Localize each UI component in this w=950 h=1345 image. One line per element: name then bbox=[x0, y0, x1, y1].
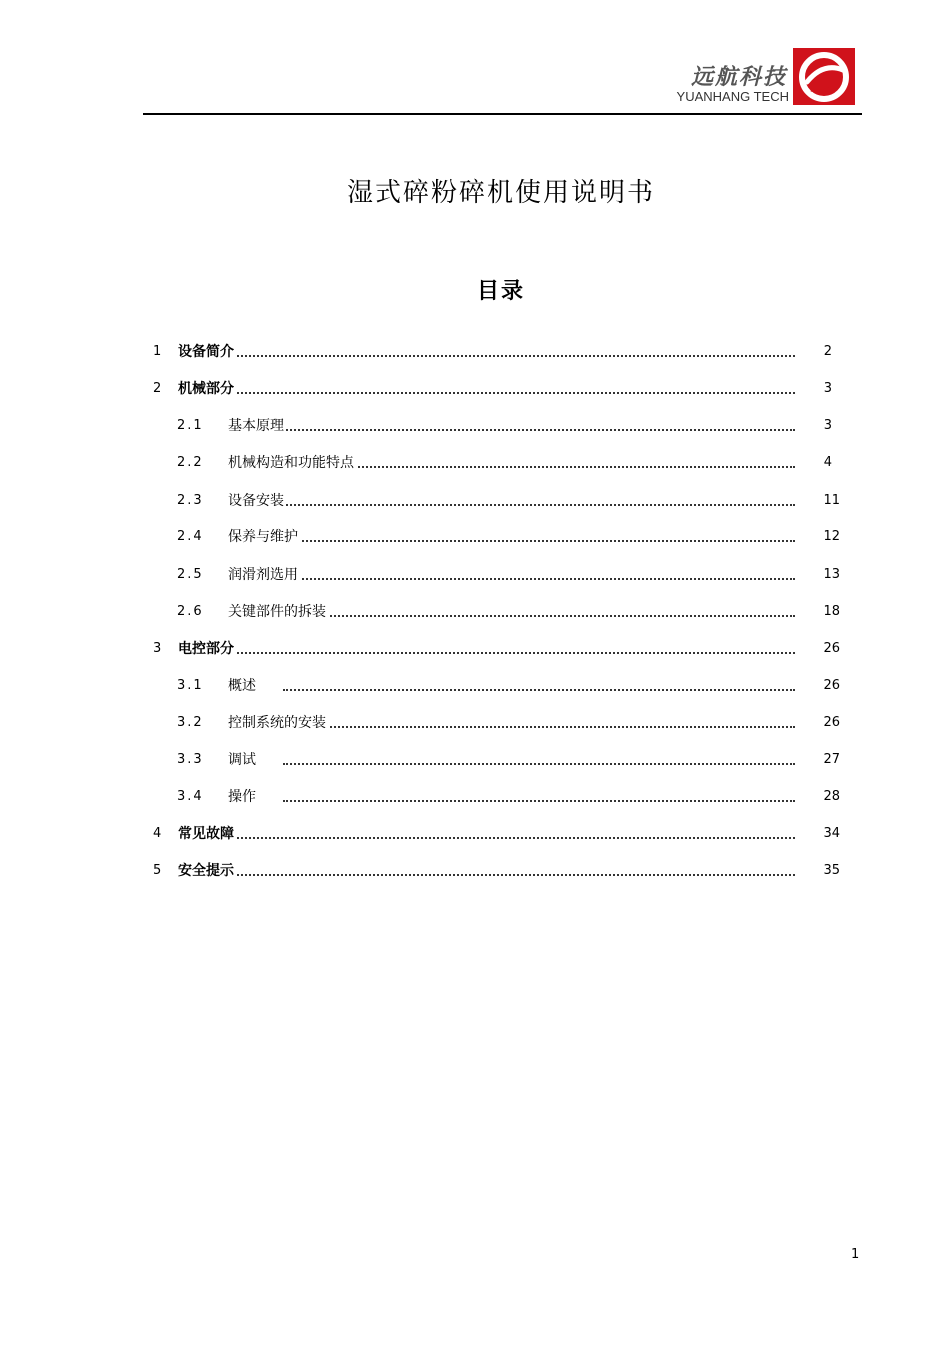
toc-entry-label: 电控部分 bbox=[178, 638, 236, 660]
toc-entry-number: 4 bbox=[153, 826, 162, 841]
toc-entry[interactable] bbox=[143, 675, 863, 697]
toc-leader-dots bbox=[283, 763, 795, 765]
toc-entry-page: 26 bbox=[823, 715, 840, 730]
toc-leader-dots bbox=[283, 726, 795, 728]
toc-entry-page: 11 bbox=[823, 493, 840, 508]
toc-entry-label: 润滑剂选用 bbox=[228, 564, 300, 586]
toc-entry-page: 12 bbox=[823, 529, 840, 544]
toc-leader-dots bbox=[283, 540, 795, 542]
toc-entry[interactable] bbox=[143, 601, 863, 623]
toc-entry-number: 2.1 bbox=[177, 418, 204, 433]
toc-entry-number: 1 bbox=[153, 344, 162, 359]
toc-entry-number: 3.3 bbox=[177, 752, 204, 767]
toc-entry-page: 18 bbox=[823, 604, 840, 619]
toc-entry[interactable] bbox=[143, 341, 863, 363]
toc-entry[interactable] bbox=[143, 860, 863, 882]
toc-leader-dots bbox=[283, 504, 795, 506]
brand-name-en: YUANHANG TECH bbox=[676, 89, 789, 104]
toc-entry-number: 3.1 bbox=[177, 678, 204, 693]
toc-entry-page: 28 bbox=[823, 789, 840, 804]
toc-leader-dots bbox=[233, 837, 795, 839]
toc-entry-label: 基本原理 bbox=[228, 415, 286, 437]
toc-entry-label: 保养与维护 bbox=[228, 526, 300, 548]
toc-entry-page: 35 bbox=[823, 863, 840, 878]
toc-entry[interactable] bbox=[143, 490, 863, 512]
toc-entry-number: 3.2 bbox=[177, 715, 204, 730]
toc-entry-page: 3 bbox=[823, 381, 832, 396]
toc-entry-page: 2 bbox=[823, 344, 832, 359]
header-brand bbox=[660, 58, 795, 108]
toc-entry-page: 13 bbox=[823, 567, 840, 582]
toc-entry-label: 常见故障 bbox=[178, 823, 236, 845]
toc-entry[interactable] bbox=[143, 823, 863, 845]
toc-entry-page: 27 bbox=[823, 752, 840, 767]
toc-entry-page: 26 bbox=[823, 678, 840, 693]
toc-entry-label: 操作 bbox=[228, 786, 258, 808]
toc-leader-dots bbox=[233, 392, 795, 394]
toc-leader-dots bbox=[233, 652, 795, 654]
toc-entry-number: 2.2 bbox=[177, 455, 204, 470]
toc-entry-label: 调试 bbox=[228, 749, 258, 771]
toc-entry[interactable] bbox=[143, 712, 863, 734]
toc-leader-dots bbox=[283, 689, 795, 691]
toc-entry-number: 2.4 bbox=[177, 529, 204, 544]
toc-entry[interactable] bbox=[143, 526, 863, 548]
toc-entry[interactable] bbox=[143, 564, 863, 586]
toc-entry-page: 26 bbox=[823, 641, 840, 656]
toc-entry-number: 3.4 bbox=[177, 789, 204, 804]
toc-entry-label: 关键部件的拆装 bbox=[228, 601, 328, 623]
toc-leader-dots bbox=[283, 578, 795, 580]
toc-leader-dots bbox=[233, 355, 795, 357]
document-title: 湿式碎粉碎机使用说明书 bbox=[346, 178, 655, 208]
toc-entry[interactable] bbox=[143, 452, 863, 474]
toc-entry-number: 2.3 bbox=[177, 493, 204, 508]
toc-entry[interactable] bbox=[143, 749, 863, 771]
toc-entry-number: 2 bbox=[153, 381, 162, 396]
toc-leader-dots bbox=[233, 874, 795, 876]
toc-entry[interactable] bbox=[143, 415, 863, 437]
toc-leader-dots bbox=[283, 615, 795, 617]
toc-entry-label: 控制系统的安装 bbox=[228, 712, 328, 734]
toc-entry[interactable] bbox=[143, 378, 863, 400]
header-divider bbox=[143, 113, 862, 115]
toc-entry-number: 2.6 bbox=[177, 604, 204, 619]
toc-leader-dots bbox=[283, 429, 795, 431]
toc-entry[interactable] bbox=[143, 786, 863, 808]
toc-entry-label: 概述 bbox=[228, 675, 258, 697]
toc-heading: 目录 bbox=[476, 279, 525, 304]
brand-name-cn: 远航科技 bbox=[690, 64, 787, 90]
toc-entry-page: 34 bbox=[823, 826, 840, 841]
toc-leader-dots bbox=[283, 466, 795, 468]
page-number: 1 bbox=[851, 1247, 860, 1262]
toc-entry-label: 机械部分 bbox=[178, 378, 236, 400]
toc-leader-dots bbox=[283, 800, 795, 802]
toc-entry-page: 4 bbox=[823, 455, 832, 470]
toc-entry-number: 5 bbox=[153, 863, 162, 878]
toc-entry-number: 2.5 bbox=[177, 567, 204, 582]
toc-entry-number: 3 bbox=[153, 641, 162, 656]
toc-entry-label: 设备安装 bbox=[228, 490, 286, 512]
toc-entry-label: 设备简介 bbox=[178, 341, 236, 363]
toc-entry-label: 机械构造和功能特点 bbox=[228, 452, 356, 474]
toc-entry[interactable] bbox=[143, 638, 863, 660]
toc-entry-page: 3 bbox=[823, 418, 832, 433]
toc-entry-label: 安全提示 bbox=[178, 860, 236, 882]
company-logo-icon bbox=[793, 48, 855, 105]
